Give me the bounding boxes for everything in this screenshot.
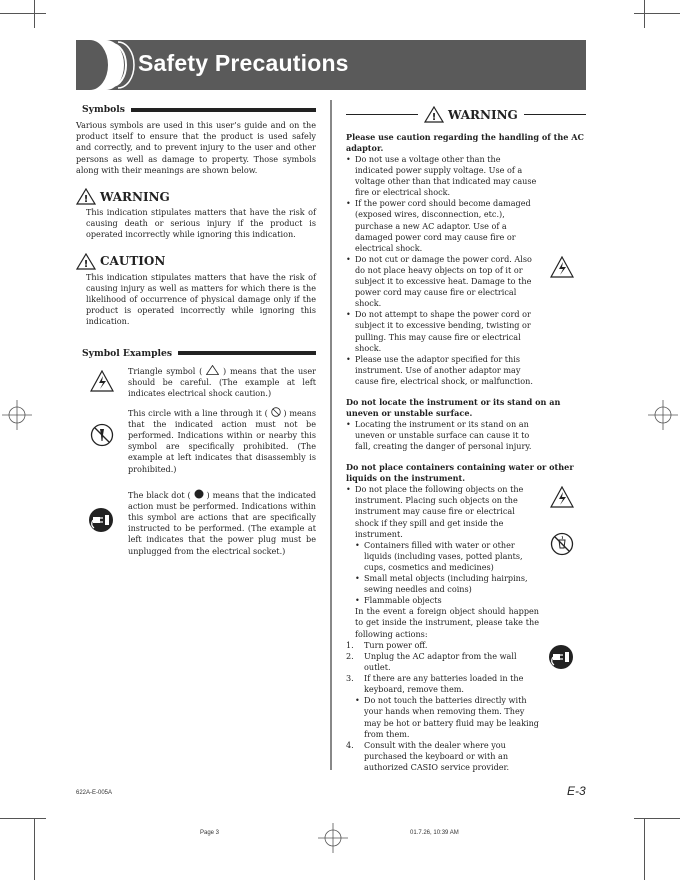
list-item: • If the power cord should become damaged (exposed wires, disconnection, etc.), purchase a new AC adaptor. Use of a damaged power cord may cause fire or electrical shock. <box>346 198 539 253</box>
caution-label: ! CAUTION <box>76 253 316 270</box>
symbols-intro: Various symbols are used in this user’s guide and on the product itself to ensure that the product is used safely and correctly, and to prevent injury to the user and other persons as well as damage to property. Those symbols along with their meanings are shown below. <box>76 120 316 175</box>
liquid-containers-heading: Do not place containers containing water or other liquids on the instrument. <box>346 462 574 484</box>
uneven-surface-list <box>346 419 539 452</box>
triangle-symbol-icon <box>206 365 219 375</box>
document-code: 622A-E-005A <box>76 790 113 796</box>
page-header <box>76 40 586 90</box>
list-item: • Locating the instrument or its stand on an uneven or unstable surface can cause it to fall, creating the danger of personal injury. <box>346 419 539 452</box>
list-item: • Small metal objects (including hairpins, sewing needles and coins) <box>346 573 539 595</box>
list-item: • Containers filled with water or other liquids (including vases, potted plants, cups, cosmetics and medicines) <box>346 540 539 573</box>
symbols-heading: Symbols <box>82 104 316 115</box>
list-item: • Do not use a voltage other than the indicated power supply voltage. Use of a voltage other than that indicated may cause fire or electrical shock. <box>346 154 539 198</box>
example-dot: The black dot ( ) means that the indicated action must be performed. Indications within this symbol are actions that are specifically instructed to be performed. (The example at left indicates that the power plug must be unplugged from the electrical socket.) <box>76 489 316 573</box>
foreign-object-text: In the event a foreign object should happen to get inside the instrument, please take the following actions: <box>355 606 539 639</box>
warning-triangle-icon <box>424 106 444 123</box>
ac-adaptor-heading: Please use caution regarding the handling of the AC adaptor. <box>346 132 584 153</box>
unplug-icon <box>88 507 114 533</box>
svg-text:!: ! <box>83 194 89 206</box>
black-dot-icon <box>194 489 204 499</box>
warning-label: ! WARNING <box>76 188 316 205</box>
unplug-icon <box>548 644 574 670</box>
example-circle: This circle with a line through it ( ) means that the indicated action must not be performed. Indications within or nearby this symbol are specifically prohibited. (The example at left indicates that disassembly is prohibited.) <box>76 407 316 481</box>
list-item: • Flammable objects <box>346 595 539 606</box>
list-item: 2. Unplug the AC adaptor from the wall outlet. <box>346 650 517 673</box>
svg-text:!: ! <box>431 112 437 123</box>
battery-note <box>346 695 539 739</box>
registration-mark-icon <box>648 400 678 430</box>
page-title: Safety Precautions <box>138 50 349 76</box>
prohibited-symbol-icon <box>271 407 281 417</box>
no-disassembly-icon <box>90 423 114 447</box>
actions-list <box>346 640 539 695</box>
page-label: Page 3 <box>200 830 220 836</box>
header-tab-icon <box>76 40 136 90</box>
uneven-surface-heading: Do not locate the instrument or its stand on an uneven or unstable surface. <box>346 396 561 418</box>
warning-column-heading: ! WARNING <box>346 106 586 123</box>
page-number: E-3 <box>567 784 586 798</box>
objects-sublist <box>346 540 539 607</box>
list-item: • Please use the adaptor specified for this instrument. Use of another adaptor may cause fire, electrical shock, or malfunction. <box>346 354 539 387</box>
liquid-containers-list <box>346 484 539 539</box>
left-column <box>76 104 316 573</box>
svg-text:!: ! <box>83 258 89 270</box>
electric-shock-caution-icon <box>550 486 574 508</box>
registration-mark-icon <box>318 823 348 853</box>
list-item: 1. Turn power off. <box>346 639 428 650</box>
actions-list-cont <box>346 740 539 773</box>
list-item: 3. If there are any batteries loaded in the keyboard, remove them. <box>346 673 524 695</box>
list-item: • Do not attempt to shape the power cord or subject it to excessive bending, twisting or pulling. This may cause fire or electrical shock. <box>346 309 539 353</box>
registration-mark-icon <box>2 400 32 430</box>
print-timestamp: 01.7.26, 10:39 AM <box>410 830 459 836</box>
ac-adaptor-list <box>346 154 539 387</box>
warning-triangle-icon <box>76 188 96 205</box>
right-column <box>346 106 586 773</box>
no-liquids-icon <box>550 532 574 556</box>
caution-triangle-icon <box>76 253 96 270</box>
warning-description: This indication stipulates matters that have the risk of causing death or serious injury if the product is operated incorrectly while ignoring this indication. <box>86 207 316 240</box>
electric-shock-caution-icon <box>550 256 574 278</box>
list-item: • Do not touch the batteries directly with your hands when removing them. They may be hot or battery fluid may be leaking from them. <box>346 695 539 739</box>
list-item: 4. Consult with the dealer where you purchased the keyboard or with an authorized CASIO service provider. <box>346 739 510 772</box>
symbol-examples-heading: Symbol Examples <box>82 348 316 359</box>
list-item: • Do not cut or damage the power cord. Also do not place heavy objects on top of it or subject it to excessive heat. Damage to the power cord may cause fire or electrical shock. <box>346 254 539 309</box>
example-triangle: Triangle symbol ( ) means that the user should be careful. (The example at left indicates electrical shock caution.) <box>76 365 316 403</box>
column-divider <box>330 100 332 770</box>
list-item: • Do not place the following objects on the instrument. Placing such objects on the instrument may cause fire or electrical shock if they spill and get inside the instrument. <box>346 484 539 539</box>
electric-shock-caution-icon <box>90 370 114 392</box>
caution-description: This indication stipulates matters that have the risk of causing injury as well as matters for which there is the likelihood of occurrence of physical damage only if the product is operated incorrectly while ignoring this indication. <box>86 271 316 327</box>
